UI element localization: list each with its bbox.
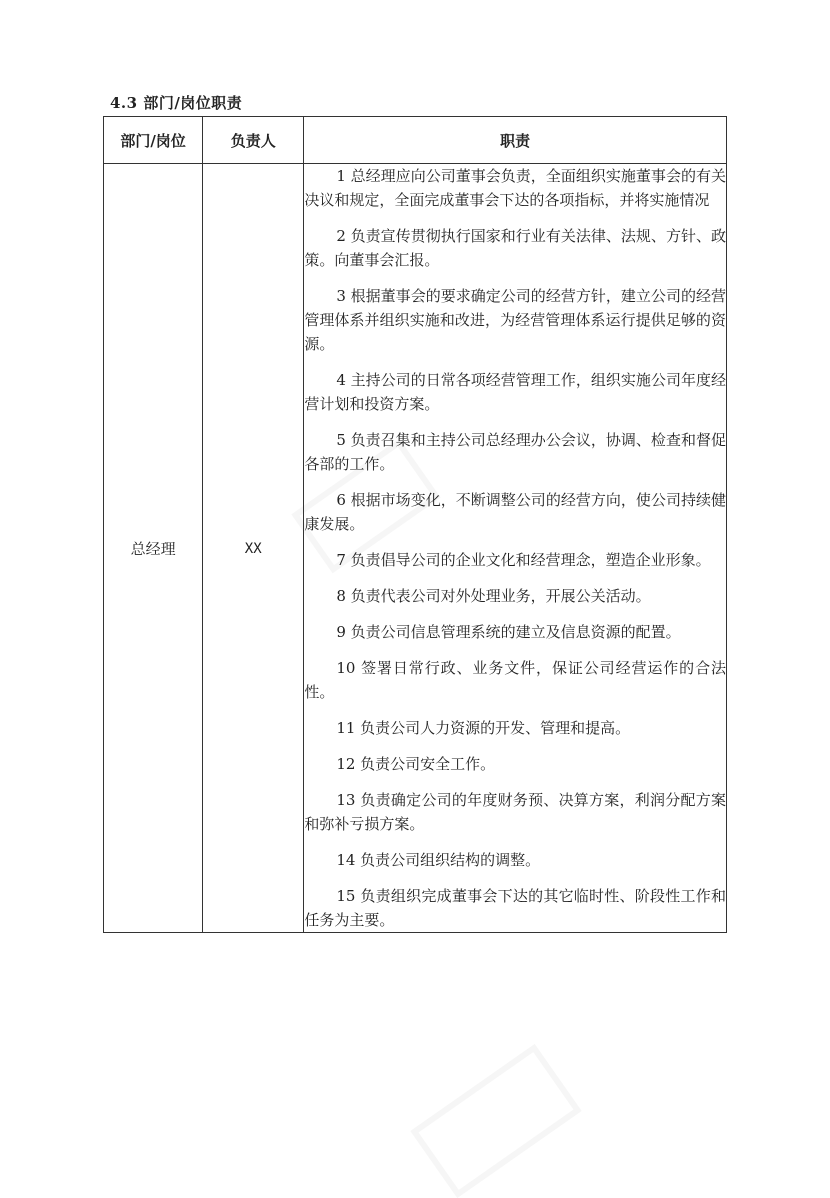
duty-item: 7 负责倡导公司的企业文化和经营理念，塑造企业形象。	[336, 551, 711, 569]
duty-item: 9 负责公司信息管理系统的建立及信息资源的配置。	[336, 623, 681, 641]
header-owner: 负责人	[203, 117, 304, 164]
duty-item: 15 负责组织完成董事会下达的其它临时性、阶段性工作和任务为主要。	[304, 887, 726, 929]
duty-item: 2 负责宣传贯彻执行国家和行业有关法律、法规、方针、政策。向董事会汇报。	[304, 227, 726, 269]
table-row	[104, 164, 727, 933]
duty-item: 10 签署日常行政、业务文件，保证公司经营运作的合法性。	[304, 659, 726, 701]
duty-item: 13 负责确定公司的年度财务预、决算方案，利润分配方案和弥补亏损方案。	[304, 791, 726, 833]
duty-item: 3 根据董事会的要求确定公司的经营方针，建立公司的经营管理体系并组织实施和改进，为经营管理体系运行提供足够的资源。	[304, 287, 726, 353]
dept-cell	[104, 164, 203, 933]
duty-table	[103, 116, 727, 933]
watermark	[0, 0, 1, 1]
owner-cell	[203, 164, 304, 933]
duty-item: 11 负责公司人力资源的开发、管理和提高。	[336, 719, 631, 737]
duty-item: 4 主持公司的日常各项经营管理工作，组织实施公司年度经营计划和投资方案。	[304, 371, 726, 413]
duty-item: 6 根据市场变化，不断调整公司的经营方向，使公司持续健康发展。	[304, 491, 726, 533]
duty-item: 8 负责代表公司对外处理业务，开展公关活动。	[336, 587, 651, 605]
duty-item: 14 负责公司组织结构的调整。	[336, 851, 541, 869]
dept-name: 总经理	[130, 539, 176, 558]
duty-item: 12 负责公司安全工作。	[336, 755, 496, 773]
table-header-row	[104, 117, 727, 164]
duty-item: 5 负责召集和主持公司总经理办公会议，协调、检查和督促各部的工作。	[304, 431, 726, 473]
duties-cell	[304, 164, 727, 933]
header-dept: 部门/岗位	[104, 117, 203, 164]
duty-item: 1 总经理应向公司董事会负责，全面组织实施董事会的有关决议和规定，全面完成董事会下达的各项指标，并将实施情况	[304, 167, 726, 209]
owner-name: XX	[244, 541, 262, 557]
header-duty: 职责	[304, 117, 727, 164]
section-title: 4.3 部门/岗位职责	[110, 94, 243, 112]
